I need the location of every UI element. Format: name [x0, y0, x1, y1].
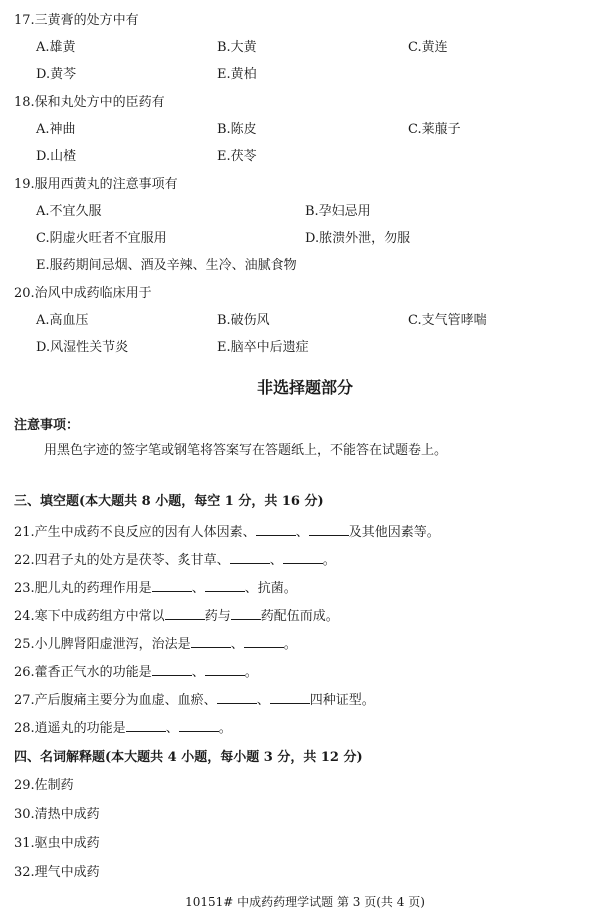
- question-23: 23.肥儿丸的药理作用是 、 、抗菌。: [14, 577, 297, 598]
- answer-blank: [152, 661, 192, 676]
- q19-option-b: B.孕妇忌用: [305, 204, 371, 219]
- notice-text: 用黑色字迹的签字笔或钢笔将答案写在答题纸上，不能答在试题卷上。: [44, 443, 448, 458]
- question-21: 21.产生中成药不良反应的因有人体因素、 、 及其他因素等。: [14, 521, 440, 542]
- question-29: 29.佐制药: [14, 778, 74, 793]
- answer-blank: [179, 717, 219, 732]
- answer-blank: [217, 689, 257, 704]
- question-25: 25.小儿脾肾阳虚泄泻，治法是 、 。: [14, 633, 297, 654]
- q17-option-e: E.黄柏: [217, 67, 257, 82]
- q20-option-b: B.破伤风: [217, 313, 270, 328]
- q20-option-a: A.高血压: [36, 313, 89, 328]
- answer-blank: [309, 521, 349, 536]
- answer-blank: [256, 521, 296, 536]
- fill-blank-heading: 三、填空题(本大题共 8 小题，每空 1 分，共 16 分): [14, 494, 324, 509]
- term-definition-heading: 四、名词解释题(本大题共 4 小题，每小题 3 分，共 12 分): [14, 750, 363, 765]
- question-22: 22.四君子丸的处方是茯苓、炙甘草、 、 。: [14, 549, 336, 570]
- q20-option-e: E.脑卒中后遗症: [217, 340, 309, 355]
- question-26: 26.藿香正气水的功能是 、 。: [14, 661, 258, 682]
- question-31: 31.驱虫中成药: [14, 836, 100, 851]
- answer-blank: [205, 577, 245, 592]
- question-27: 27.产后腹痛主要分为血虚、血瘀、 、 四种证型。: [14, 689, 375, 710]
- page-footer: 10151# 中成药药理学试题 第 3 页(共 4 页): [185, 895, 425, 909]
- q18-option-a: A.神曲: [36, 122, 76, 137]
- answer-blank: [283, 549, 323, 564]
- section-title: 非选择题部分: [256, 378, 353, 397]
- q20-option-d: D.风湿性关节炎: [36, 340, 129, 355]
- q18-option-d: D.山楂: [36, 149, 77, 164]
- q19-option-c: C.阴虚火旺者不宜服用: [36, 231, 167, 246]
- q18-option-c: C.莱菔子: [408, 122, 461, 137]
- q18-option-b: B.陈皮: [217, 122, 257, 137]
- question-19-stem: 19.服用西黄丸的注意事项有: [14, 177, 178, 192]
- answer-blank: [205, 661, 245, 676]
- q17-option-a: A.雄黄: [36, 40, 76, 55]
- q17-option-d: D.黄芩: [36, 67, 77, 82]
- question-18-stem: 18.保和丸处方中的臣药有: [14, 95, 165, 110]
- answer-blank: [152, 577, 192, 592]
- question-28: 28.逍遥丸的功能是 、 。: [14, 717, 232, 738]
- question-24: 24.寒下中成药组方中常以 药与 药配伍而成。: [14, 605, 339, 626]
- notice-heading: 注意事项：: [14, 418, 80, 433]
- answer-blank: [126, 717, 166, 732]
- answer-blank: [270, 689, 310, 704]
- q17-option-b: B.大黄: [217, 40, 257, 55]
- q19-option-d: D.脓溃外泄，勿服: [305, 231, 411, 246]
- answer-blank: [244, 633, 284, 648]
- q20-option-c: C.支气管哮喘: [408, 313, 487, 328]
- answer-blank: [165, 605, 205, 620]
- question-20-stem: 20.治风中成药临床用于: [14, 286, 152, 301]
- question-17-stem: 17.三黄膏的处方中有: [14, 13, 139, 28]
- q18-option-e: E.茯苓: [217, 149, 257, 164]
- answer-blank: [231, 605, 261, 620]
- question-32: 32.理气中成药: [14, 865, 100, 880]
- q17-option-c: C.黄连: [408, 40, 448, 55]
- answer-blank: [230, 549, 270, 564]
- question-30: 30.清热中成药: [14, 807, 100, 822]
- q19-option-a: A.不宜久服: [36, 204, 102, 219]
- q19-option-e: E.服药期间忌烟、酒及辛辣、生冷、油腻食物: [36, 258, 297, 273]
- answer-blank: [191, 633, 231, 648]
